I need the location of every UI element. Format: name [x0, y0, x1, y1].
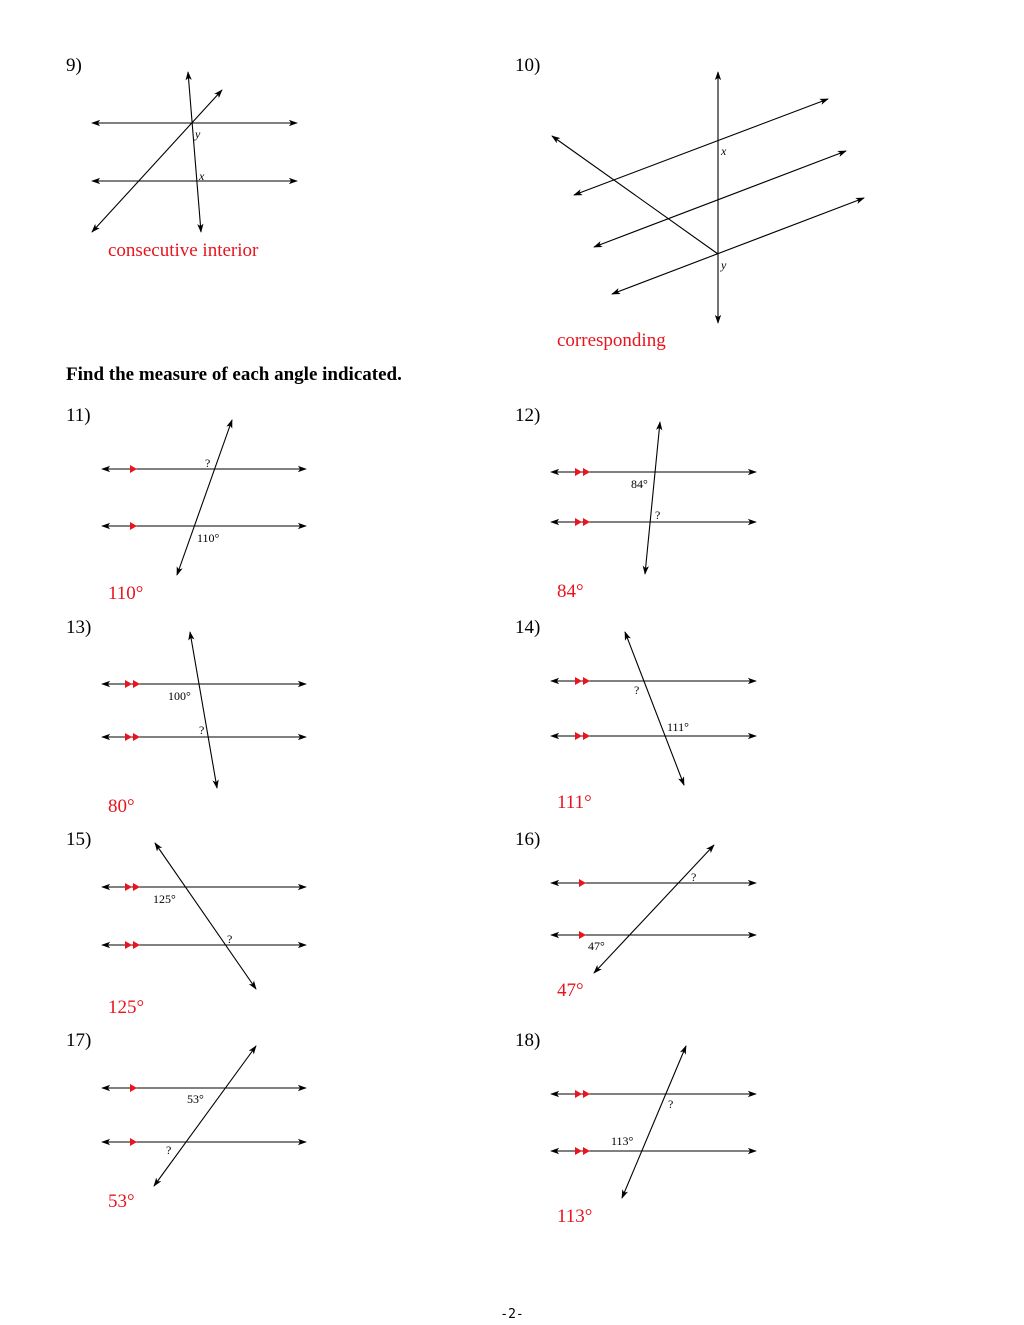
parallel-line — [612, 198, 864, 294]
answer-17: 53° — [108, 1191, 135, 1212]
angle-label: 53° — [187, 1092, 204, 1106]
parallel-markers — [125, 465, 590, 1155]
angle-label: ? — [655, 508, 661, 522]
angle-label: 110° — [197, 531, 220, 545]
answer-9: consecutive interior — [108, 240, 259, 261]
parallel-line — [594, 151, 846, 247]
parallel-marker — [579, 879, 586, 887]
angle-label: 47° — [588, 939, 605, 953]
angle-label: y — [195, 127, 201, 141]
answer-16: 47° — [557, 980, 584, 1001]
problem-number-9: 9) — [66, 55, 82, 76]
figure-15 — [102, 843, 306, 989]
problem-number-17: 17) — [66, 1030, 92, 1051]
transversal — [154, 1046, 256, 1186]
answer-14: 111° — [557, 792, 592, 813]
parallel-marker — [130, 1138, 137, 1146]
parallel-marker — [579, 931, 586, 939]
angle-label: x — [721, 144, 727, 158]
answer-12: 84° — [557, 581, 584, 602]
angle-label: y — [721, 258, 727, 272]
transversal — [188, 72, 201, 232]
problem-number-15: 15) — [66, 829, 92, 850]
parallel-marker — [130, 465, 137, 473]
angle-label: ? — [166, 1143, 172, 1157]
figure-10 — [552, 72, 864, 323]
transversal — [190, 632, 217, 788]
answer-18: 113° — [557, 1206, 593, 1227]
figure-11 — [102, 420, 306, 575]
parallel-marker — [130, 522, 137, 530]
figure-16 — [551, 845, 756, 973]
parallel-marker — [130, 1084, 137, 1092]
answer-11: 110° — [108, 583, 144, 604]
figure-17 — [102, 1046, 306, 1186]
angle-label: 100° — [168, 689, 191, 703]
figure-12 — [551, 422, 756, 574]
transversal — [645, 422, 660, 574]
angle-label: ? — [205, 456, 211, 470]
parallel-line — [574, 99, 828, 195]
problem-number-13: 13) — [66, 617, 92, 638]
transversal — [552, 136, 718, 254]
angle-label: ? — [634, 683, 640, 697]
figure-18 — [551, 1046, 756, 1198]
angle-label: 84° — [631, 477, 648, 491]
angle-label: ? — [227, 932, 233, 946]
angle-label: 111° — [667, 720, 689, 734]
problem-number-14: 14) — [515, 617, 541, 638]
angle-label: ? — [668, 1097, 674, 1111]
transversal — [625, 632, 684, 785]
figure-9 — [92, 72, 297, 232]
answer-15: 125° — [108, 997, 145, 1018]
problem-number-12: 12) — [515, 405, 541, 426]
problem-number-10: 10) — [515, 55, 541, 76]
transversal — [155, 843, 256, 989]
transversal — [622, 1046, 686, 1198]
angle-label: ? — [199, 723, 205, 737]
problem-number-16: 16) — [515, 829, 541, 850]
angle-label: 125° — [153, 892, 176, 906]
transversal — [92, 90, 222, 232]
page-number: -2- — [500, 1307, 524, 1322]
transversal — [177, 420, 232, 575]
angle-label: x — [199, 169, 205, 183]
transversal — [594, 845, 714, 973]
answer-10: corresponding — [557, 330, 666, 351]
problem-number-18: 18) — [515, 1030, 541, 1051]
angle-label: ? — [691, 870, 697, 884]
figure-14 — [551, 632, 756, 785]
figure-13 — [102, 632, 306, 788]
section-title: Find the measure of each angle indicated. — [66, 364, 402, 385]
answer-13: 80° — [108, 796, 135, 817]
angle-label: 113° — [611, 1134, 634, 1148]
problem-number-11: 11) — [66, 405, 91, 426]
